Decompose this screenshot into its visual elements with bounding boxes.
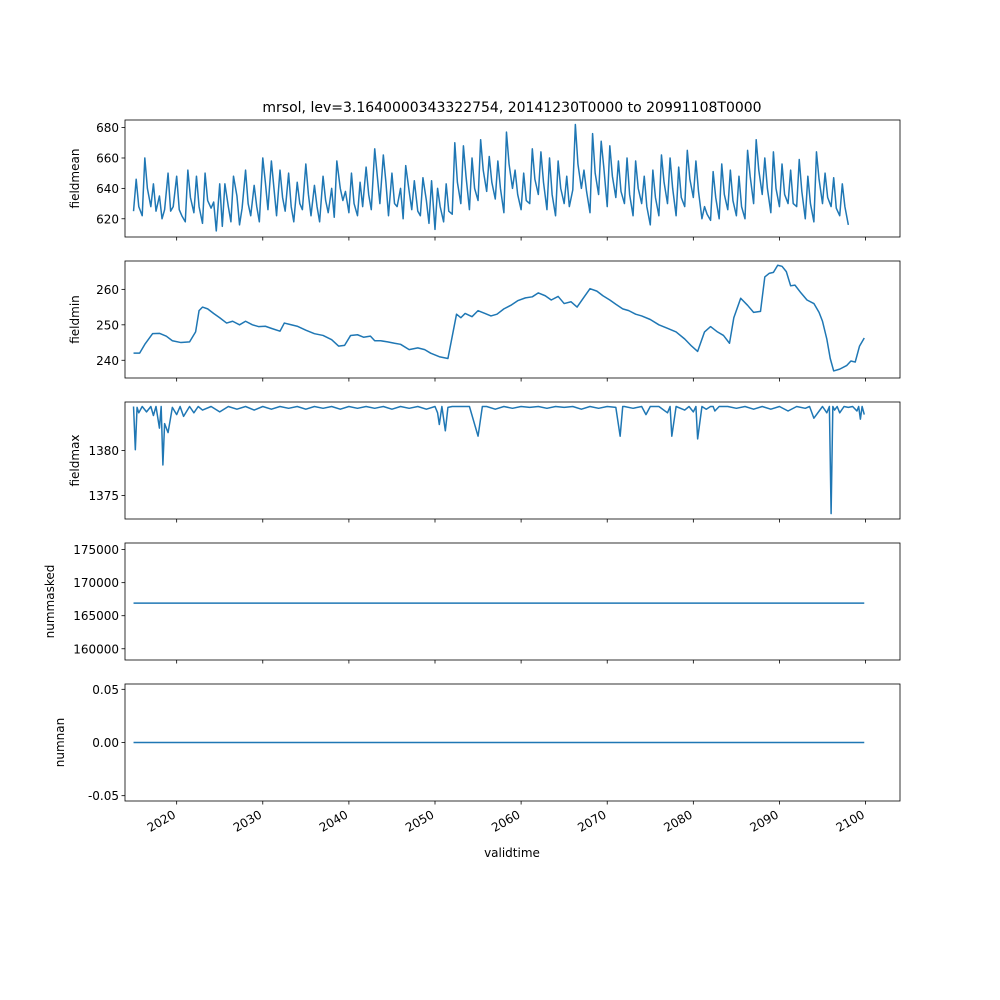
x-tick-label: 2060 [489,807,523,835]
y-tick-label: 640 [96,181,119,196]
y-tick-label: 1380 [88,444,119,459]
x-tick-label: 2080 [661,807,695,835]
y-tick-label: 660 [96,151,119,166]
y-axis-label: fieldmean [68,148,82,209]
y-tick-label: 170000 [73,576,119,591]
y-tick-label: 175000 [73,543,119,558]
x-tick-label: 2100 [833,807,868,835]
chart-title: mrsol, lev=3.1640000343322754, 20141230T0000 to 20991108T0000 [262,100,762,116]
y-axis-label: numnan [53,717,67,768]
x-axis-label: validtime [484,846,540,860]
x-tick-label: 2030 [230,807,265,835]
x-tick-label: 2040 [316,807,351,835]
y-tick-label: 680 [96,121,119,136]
y-tick-label: 0.05 [92,682,119,697]
y-axis-label: fieldmin [68,295,82,344]
y-tick-label: 620 [96,212,119,227]
x-tick-label: 2090 [747,807,781,835]
y-axis-label: nummasked [43,564,57,639]
y-axis-label: fieldmax [68,434,82,487]
y-tick-label: 240 [96,353,119,368]
y-tick-label: 160000 [73,642,119,657]
x-tick-label: 2050 [403,807,437,835]
y-tick-label: 165000 [73,609,119,624]
x-tick-label: 2070 [575,807,609,835]
y-tick-label: 250 [96,318,119,333]
y-tick-label: 0.00 [92,736,119,750]
y-tick-label: 1375 [88,489,119,504]
y-tick-label: 260 [96,282,119,297]
y-tick-label: -0.05 [87,789,119,804]
x-tick-label: 2020 [144,807,179,835]
